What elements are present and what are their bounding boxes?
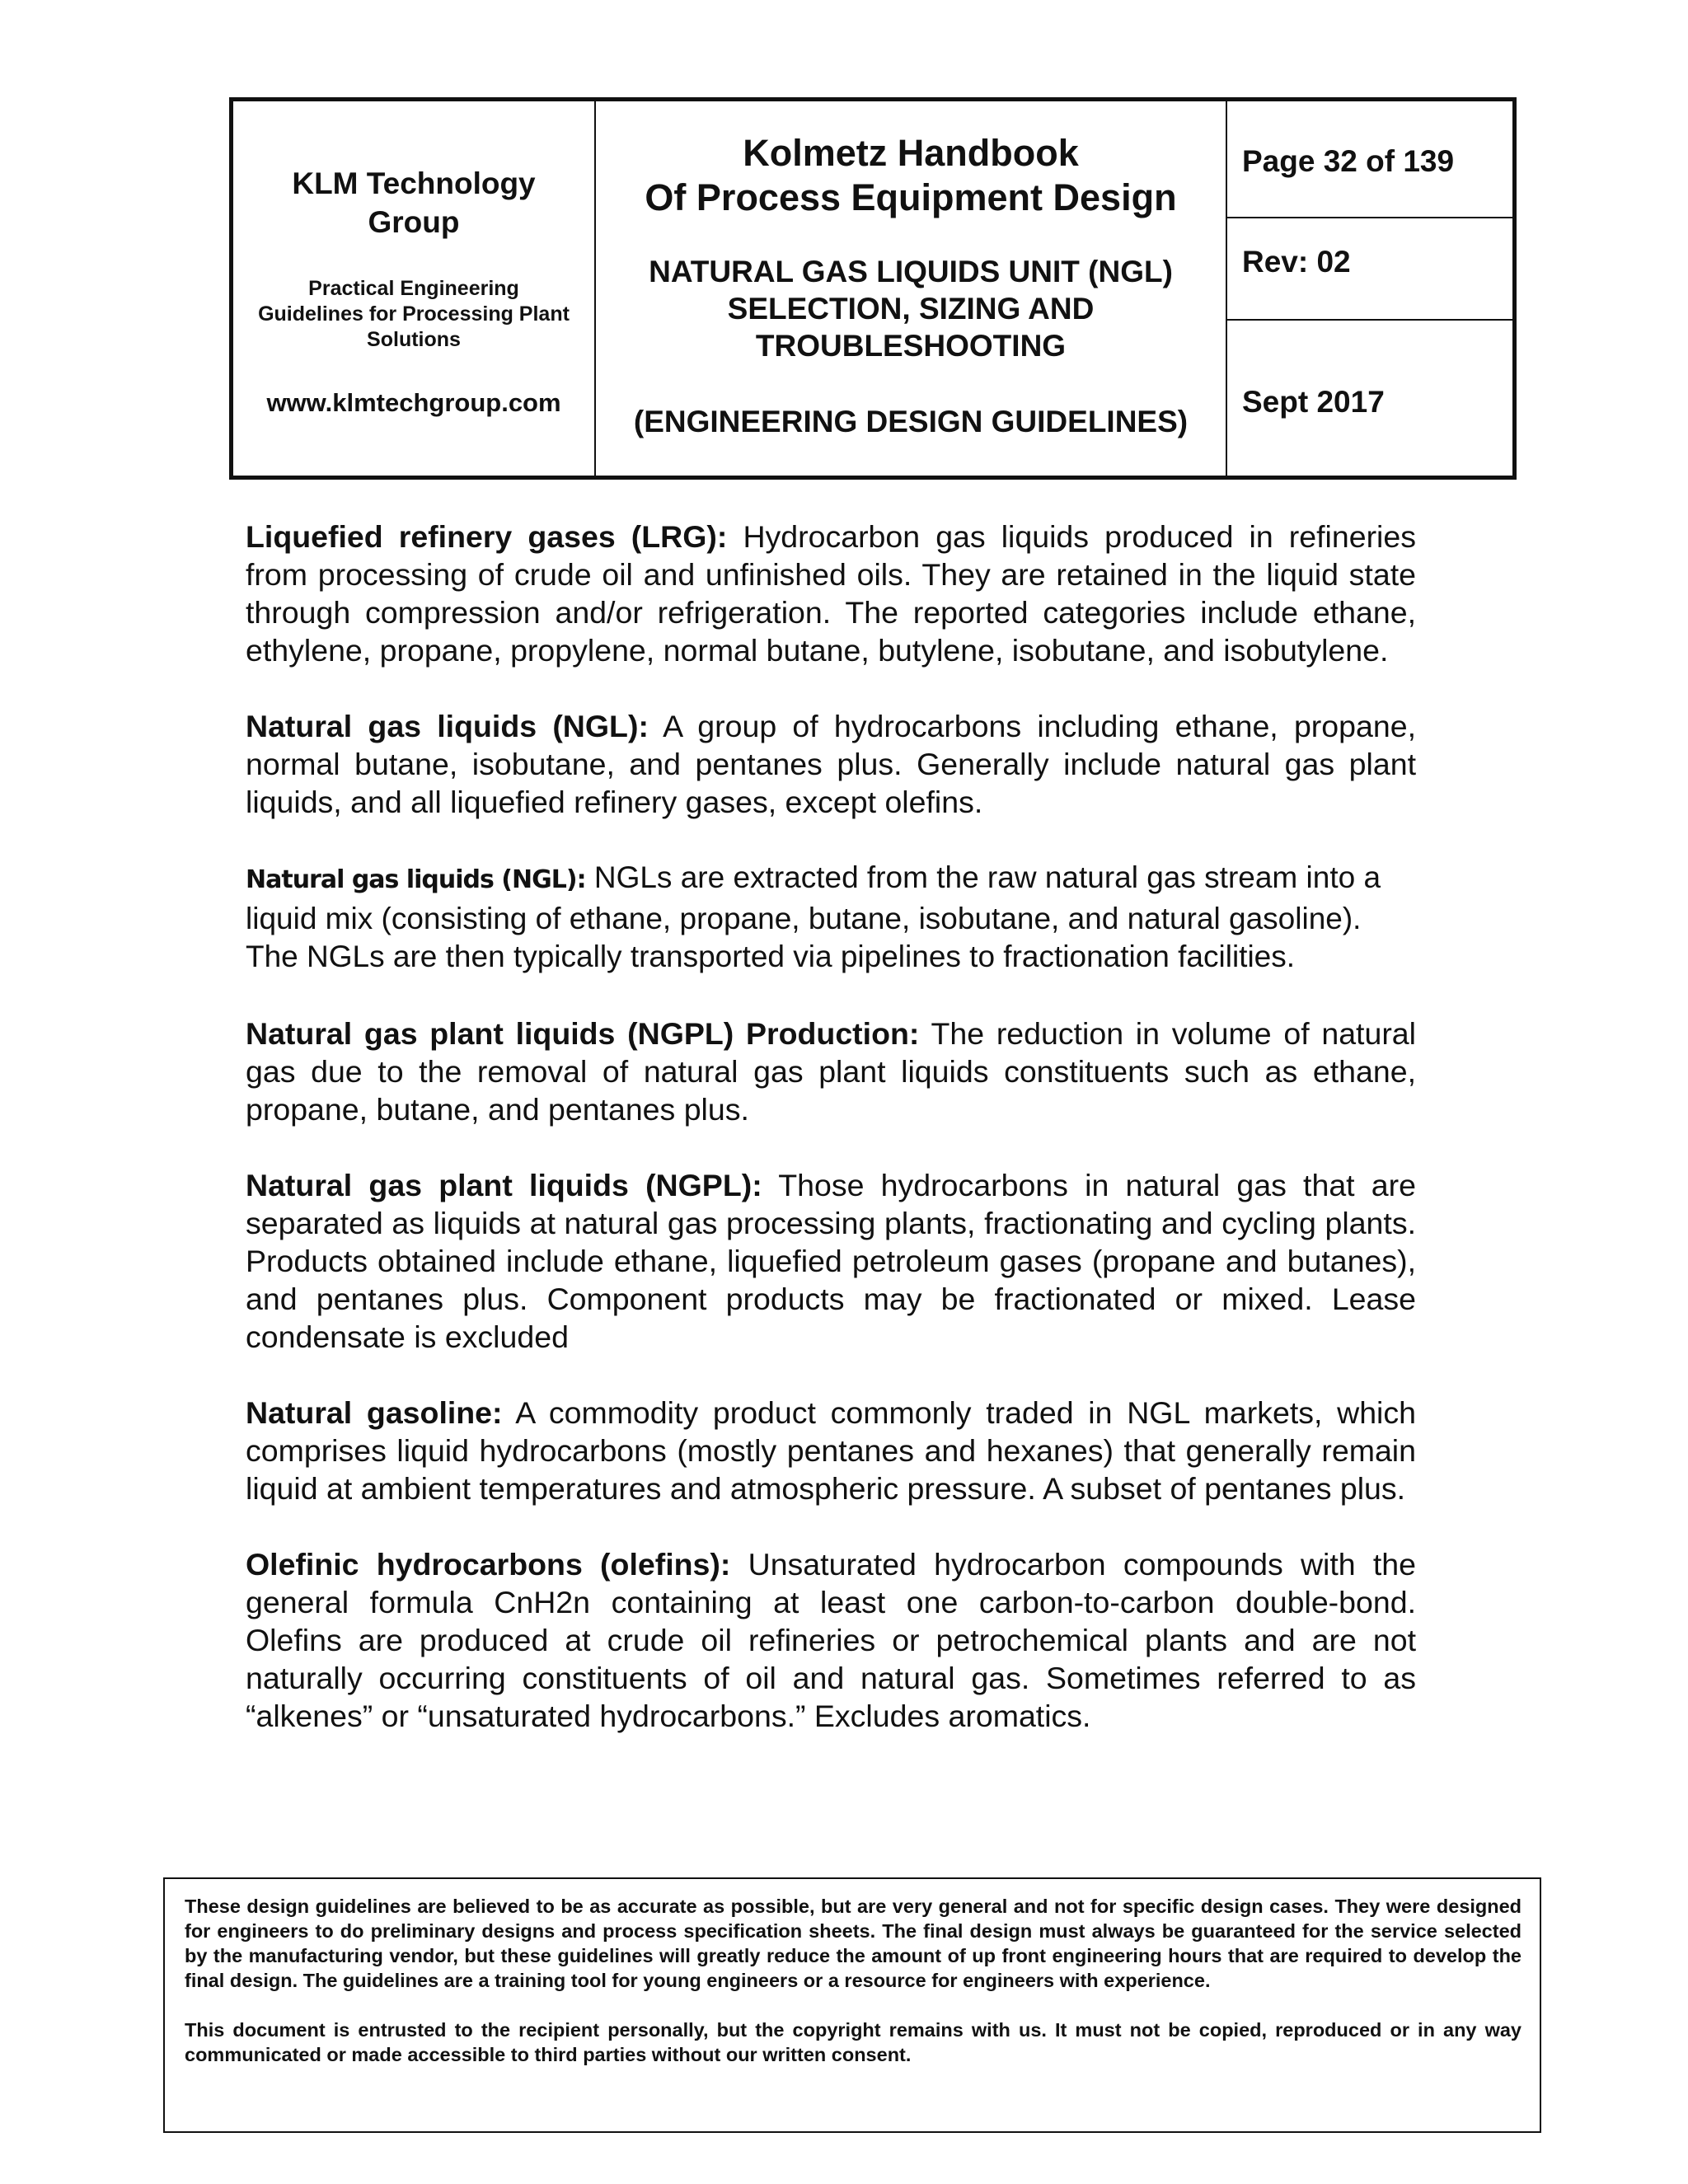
handbook-title: Kolmetz Handbook Of Process Equipment Design (645, 132, 1177, 218)
definition-term: Natural gas liquids (NGL): (246, 709, 649, 743)
definition-text: Unsaturated hydrocarbon compounds with the general formula CnH2n containing at least one carbon-to-carbon double-bond. Olefins are produced at crude oil refineries or petrochemical plants and are not naturally occurring constituents of oil and natural gas. Sometimes referred to as “alkenes” or “unsaturated hydrocarbons.” Excludes aromatics. (246, 1546, 1417, 1733)
document-type: (ENGINEERING DESIGN GUIDELINES) (633, 405, 1189, 438)
company-tagline: Practical Engineering Guidelines for Processing Plant Solutions (258, 277, 570, 351)
handbook-block (596, 101, 1227, 476)
disclaimer-box (163, 1877, 1541, 2133)
copyright-notice: This document is entrusted to the recipient personally, but the copyright remains with us. It must not be copied, reproduced or in any way communicated or made accessible to third parties without our written consent. (185, 2019, 1522, 2065)
definition-text: NGLs are extracted from the raw natural gas stream into a liquid mix (consisting of ethane, propane, butane, isobutane, and natural gasoline). The NGLs are then typically transported via pipelines to fractionation facilities. (246, 860, 1381, 973)
page-number: Page 32 of 139 (1227, 101, 1512, 218)
company-block (233, 101, 596, 476)
company-url[interactable]: www.klmtechgroup.com (266, 388, 561, 417)
definition-lrg (246, 518, 1416, 669)
definition-ngl-extraction (246, 859, 1416, 977)
definition-term: Natural gas plant liquids (NGPL) Production: (246, 1015, 920, 1051)
definition-term: Natural gas liquids (NGL): (246, 865, 586, 894)
definition-term: Natural gasoline: (246, 1394, 503, 1430)
document-header (229, 97, 1517, 480)
definition-text: The reduction in volume of natural gas due to the removal of natural gas plant liquids constituents such as ethane, propane, butane, and pentanes plus. (246, 1015, 1416, 1127)
definition-term: Liquefied refinery gases (LRG): (246, 519, 728, 554)
definition-text: Hydrocarbon gas liquids produced in refineries from processing of crude oil and unfinished oils. They are retained in the liquid state through compression and/or refrigeration. The reported categories include ethane, ethylene, propane, propylene, normal butane, butylene, isobutane, and isobutylene. (246, 519, 1416, 668)
definition-natural-gasoline (246, 1394, 1416, 1507)
definition-olefins (246, 1545, 1416, 1735)
definition-term: Olefinic hydrocarbons (olefins): (246, 1546, 731, 1582)
definition-ngl (246, 707, 1416, 821)
revision: Rev: 02 (1227, 218, 1512, 321)
document-subject: NATURAL GAS LIQUIDS UNIT (NGL) SELECTION, SIZING AND TROUBLESHOOTING (649, 255, 1173, 363)
disclaimer-text: These design guidelines are believed to be as accurate as possible, but are very general and not for specific design cases. They were designed for engineers to do preliminary designs and process specification sheets. The final design must always be guaranteed for the service selected by the manufacturing vendor, but these guidelines will greatly reduce the amount of up front engineering hours that are required to develop the final design. The guidelines are a training tool for young engineers or a resource for engineers with experience. (185, 1896, 1522, 1991)
definition-ngpl (246, 1166, 1416, 1356)
definition-ngpl-production (246, 1015, 1416, 1128)
definition-term: Natural gas plant liquids (NGPL): (246, 1167, 762, 1202)
company-name: KLM Technology Group (292, 166, 536, 239)
definitions-list (246, 518, 1416, 1773)
definition-text: A commodity product commonly traded in NGL markets, which comprises liquid hydrocarbons (mostly pentanes and hexanes) that generally remain liquid at ambient temperatures and atmospheric pressure. A subset of pentanes plus. (246, 1394, 1416, 1506)
issue-date: Sept 2017 (1242, 385, 1385, 419)
definition-text: A group of hydrocarbons including ethane, propane, normal butane, isobutane, and pentanes plus. Generally include natural gas plant liquids, and all liquefied refinery gases, except olefins. (246, 709, 1416, 819)
definition-text: Those hydrocarbons in natural gas that are separated as liquids at natural gas processing plants, fractionating and cycling plants. Products obtained include ethane, liquefied petroleum gases (propane and butanes), and pentanes plus. Component products may be fractionated or mixed. Lease condensate is excluded (246, 1167, 1417, 1354)
meta-block (1227, 101, 1512, 476)
